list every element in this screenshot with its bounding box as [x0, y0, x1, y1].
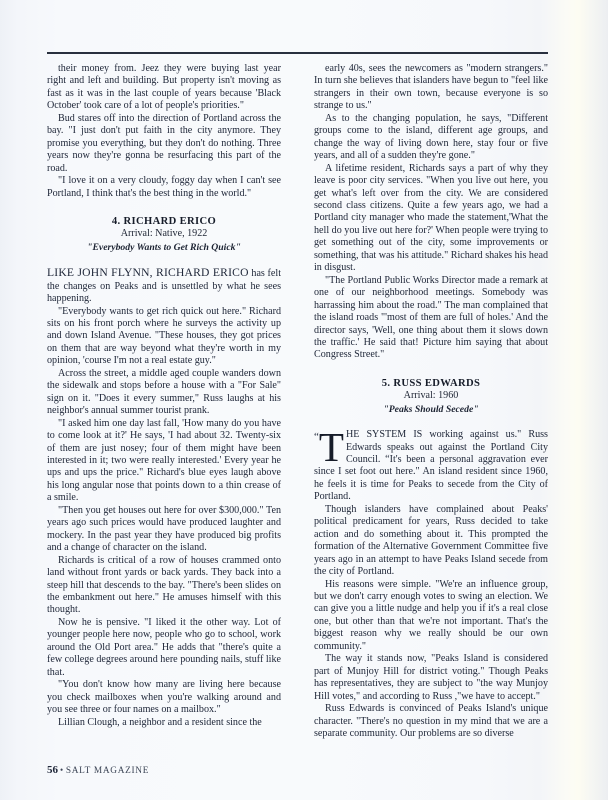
section-heading-richard-erico — [47, 215, 281, 254]
two-column-text-body — [47, 63, 548, 753]
section-subtitle: "Everybody Wants to Get Rich Quick" — [87, 241, 241, 253]
paragraph: Lillian Clough, a neighbor and a resident since the — [58, 716, 262, 728]
paragraph: their money from. Jeez they were buying last year right and left and building. But property isn't moving as fast as it was in the last couple of years because 'Black October' took care of a lot of people's priorities." — [47, 63, 281, 112]
page-number: 56 — [47, 764, 58, 776]
paragraph: "Then you get houses out here for over $300,000." Ten years ago such prices would have produced laughter and mockery. In the past year they have produced big profits and a change of character on the island. — [47, 504, 281, 554]
paragraph: Bud stares off into the direction of Portland across the bay. "I just don't put faith in the city anymore. They promise you everything, but they don't do nothing. Three years now they're gonna be resurfacing this part of the road. — [47, 112, 281, 174]
magazine-name: SALT MAGAZINE — [65, 766, 150, 776]
dropcap-rest-text: HE SYSTEM IS working against us." Russ Edwards speaks out against the Portland City Council. “It's been a personal aggravation ever since I set foot out here." An island resident since 1960, he feels it is time for Peaks to secede from the City of Portland. — [314, 429, 548, 503]
footer-separator: • — [60, 765, 64, 775]
section-arrival: Arrival: Native, 1922 — [120, 227, 208, 239]
paragraph: A lifetime resident, Richards says a part of why they leave is poor city services. "When you live out here, you get what's left over from the city. We are considered second class citizens. Quite a few years ago, we had a Portland city manager who made the statement,'What the hell do you live out here for?' When people were trying to get something out of the city, some improvements or something, that was his attitude." Richard shakes his head in disgust. — [314, 162, 548, 274]
dropcap-open-quote: “ — [314, 431, 319, 444]
paragraph: Russ Edwards is convinced of Peaks Island's unique character. "There's no question in my mind that we are a separate community. Our problems are so diverse — [314, 703, 548, 739]
section-heading-russ-edwards — [314, 377, 548, 416]
section-subtitle: "Peaks Should Secede" — [383, 403, 479, 415]
paragraph: "I asked him one day last fall, 'How many do you have to come look at it?' He says, 'I had about 32. Twenty-six of them are just nosey; four of them might have been interested in it; two were really interested.' Every year he ups and ups the price." Richard's blue eyes laugh above his long angular nose that points down to a thin crease of a smile. — [47, 417, 281, 504]
paragraph: "I love it on a very cloudy, foggy day when I can't see Portland, I think that's the best thing in the world." — [47, 175, 281, 199]
header-rule — [47, 52, 548, 54]
paragraph: As to the changing population, he says, "Different groups come to the island, different age groups, and change the way of living down here, stay four or five years, and all of a sudden they're gone." — [314, 112, 548, 162]
paragraph: Though islanders have complained about Peaks' political predicament for years, Russ decided to take action and do something about it. This prompted the formation of the Alternative Government Committee five years ago in an attempt to have Peaks Island secede from the city of Portland. — [314, 503, 548, 578]
drop-cap-letter: T — [318, 424, 344, 471]
paragraph: His reasons were simple. "We're an influence group, but we don't carry enough votes to swing an election. We can give you a little nudge and help you if it's a real close one, but other than that we're not important. That's the biggest reason why we really should be our own community." — [314, 578, 548, 652]
dropcap-paragraph — [314, 424, 548, 504]
section-title: 5. RUSS EDWARDS — [381, 377, 481, 389]
section-lead-paragraph — [47, 267, 281, 305]
left-column — [47, 63, 281, 753]
section-arrival: Arrival: 1960 — [403, 389, 459, 401]
paragraph: "Everybody wants to get rich quick out here." Richard sits on his front porch where he surveys the activity up and down Island Avenue. "These houses, they got prices on them that are way beyond what they're worth in my opinion, 'course I'm not a real estate guy." — [47, 305, 281, 367]
right-column — [314, 63, 548, 753]
lead-rest-text: has felt the changes on Peaks and is unsettled by what he sees happening. — [47, 268, 281, 305]
lead-caps-text: LIKE JOHN FLYNN, RICHARD ERICO — [47, 266, 249, 280]
section-title: 4. RICHARD ERICO — [111, 215, 217, 227]
paragraph: "You don't know how many are living here because you check mailboxes when you're walking around and you see three or four names on a mailbox." — [47, 679, 281, 716]
paragraph: early 40s, sees the newcomers as "modern strangers." In turn she believes that islanders have begun to "feel like strangers in their own town, because everyone is so strange to us." — [314, 63, 548, 112]
paragraph: Richards is critical of a row of houses crammed onto land without front yards or back yards. They back into a steep hill that descends to the bay. "There's been slides on the embankment out here." He amuses himself with this thought. — [47, 554, 281, 616]
paragraph: The way it stands now, "Peaks Island is considered part of Munjoy Hill for district voting." Though Peaks has representatives, they are subject to "the way Munjoy Hill votes," and according to Russ ,"we have to accept." — [314, 653, 548, 702]
paragraph: Across the street, a middle aged couple wanders down the sidewalk and stops before a house with a "For Sale" sign on it. "Does it every summer," Russ laughs at his neighbor's annual summer tourist prank. — [47, 367, 281, 417]
paragraph: "The Portland Public Works Director made a remark at one of our neighborhood meetings. Somebody was harrassing him about the road." The man complained that the island roads "'most of them are full of holes.' And the director says, 'Well, one thing about them it slows down the traffic.' He said that! Picture him saying that about Congress Street." — [314, 274, 548, 361]
paragraph: Now he is pensive. "I liked it the other way. Lot of younger people here now, people who go to school, work around the Old Port area." He adds that "there's quite a few college degrees around here pounding nails, stuff like that. — [47, 616, 281, 678]
page-footer — [47, 764, 149, 776]
